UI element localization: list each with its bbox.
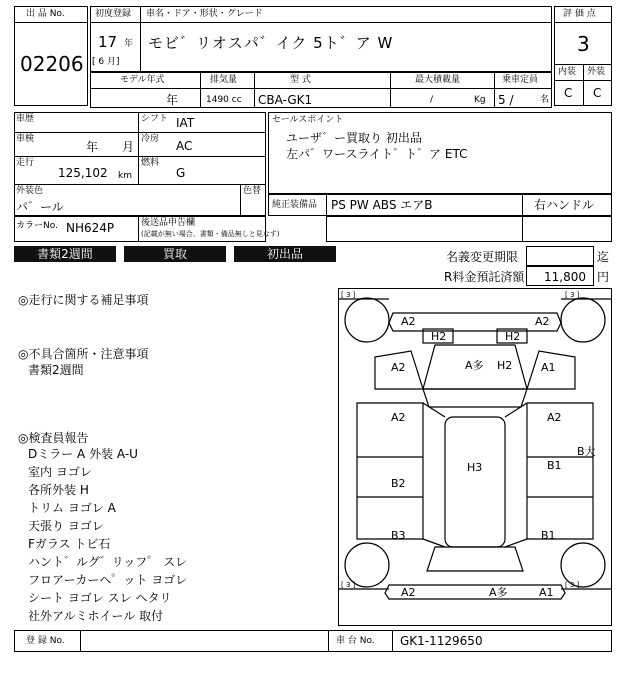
mark-right-rear-fender: B1: [541, 529, 556, 542]
badge-documents: 書類2週間: [14, 246, 116, 262]
first-reg-year: 17: [98, 33, 118, 51]
steering-value: 右ハンドル: [534, 198, 595, 212]
fuel-label: 燃料: [141, 158, 160, 168]
sales-points-label: セールスポイント: [272, 115, 344, 125]
interior-label: 内装: [558, 67, 577, 77]
color-no-value: NH624P: [66, 221, 115, 235]
driving-notes-title: ◎走行に関する補足事項: [18, 293, 149, 307]
ext-color-value: パ゛ール: [16, 200, 64, 214]
model-year-label: モデル年式: [120, 75, 165, 85]
capacity-unit: 名: [540, 95, 550, 105]
mark-headlight-left: H2: [431, 330, 447, 343]
mark-right-front-fender: A1: [541, 361, 556, 374]
mark-rear-bumper-center: A多: [489, 586, 508, 599]
type-label: 型 式: [290, 75, 311, 85]
aircon-label: 冷房: [141, 134, 160, 144]
shift-label: シフト: [141, 114, 169, 124]
model-year-value: 年: [166, 93, 179, 107]
mark-left-front-fender: A2: [391, 361, 406, 374]
mark-front-bumper-left: A2: [401, 315, 416, 328]
displacement-value: 1490 cc: [206, 95, 242, 105]
capacity-value: 5 /: [498, 93, 514, 107]
interior-grade: C: [564, 86, 573, 100]
defects-line: 書類2週間: [28, 363, 84, 377]
mark-left-rear-fender: B3: [391, 529, 406, 542]
lot-number-label: 出 品 No.: [26, 9, 65, 19]
sales-point-line-2: 左パ゛ワースライト゛ト゛ア ETC: [286, 147, 468, 161]
chassis-label: 車 台 No.: [336, 636, 375, 646]
model-label: 車名・ドア・形状・グレード: [146, 9, 263, 19]
inspector-line: 各所外装 H: [28, 483, 89, 497]
exterior-label: 外装: [587, 67, 606, 77]
wheel-front-right: [561, 298, 605, 342]
name-change-label: 名義変更期限: [446, 250, 519, 264]
damage-diagram-frame: [338, 288, 612, 626]
model-name: モビ゛リオスパ゛イク 5ト゛ア W: [148, 34, 394, 52]
inspector-line: ハント゛ルグ゛リッフ゜ スレ: [28, 555, 188, 569]
equipment-label: 純正装備品: [272, 200, 318, 210]
mark-left-front-door: A2: [391, 411, 406, 424]
mark-rear-bumper-right: A1: [539, 586, 554, 599]
mark-right-rear-extra: B大: [577, 445, 596, 458]
badge-buyout: 買取: [124, 246, 226, 262]
aircon-value: AC: [176, 139, 193, 153]
inspector-line: フロアーカーヘ゜ット ヨゴレ: [28, 573, 188, 587]
grade-label: 評 価 点: [563, 9, 596, 19]
inspector-line: Dミラー A 外装 A-U: [28, 447, 138, 461]
delivery-note: (記載が無い場合、書類・備品無しと見なす): [141, 230, 280, 238]
first-reg-label: 初度登録: [95, 9, 132, 19]
badge-first-listing: 初出品: [234, 246, 336, 262]
recolor-label: 色替: [243, 186, 262, 196]
mark-left-rear-door: B2: [391, 477, 406, 490]
displacement-label: 排気量: [210, 75, 238, 85]
corner-label-bottom-right: [ 3 ]: [565, 581, 580, 589]
sales-point-line-1: ユーザ゛ー買取り 初出品: [286, 131, 422, 145]
max-load-unit: Kg: [474, 95, 486, 105]
inspection-label: 車検: [16, 134, 35, 144]
mark-right-front-door: A2: [547, 411, 562, 424]
first-reg-month: [ 6 月]: [92, 57, 120, 67]
mark-right-rear-door: B1: [547, 459, 562, 472]
mark-hood-h: H2: [497, 359, 513, 372]
reg-no-label: 登 録 No.: [26, 636, 65, 646]
inspector-title: ◎検査員報告: [18, 431, 89, 445]
defects-title: ◎不具合箇所・注意事項: [18, 347, 149, 361]
inspector-line: 天張り ヨゴレ: [28, 519, 104, 533]
ext-color-label: 外装色: [16, 186, 44, 196]
max-load-slash: /: [430, 95, 434, 105]
name-change-box: [526, 246, 594, 266]
capacity-label: 乗車定員: [502, 75, 539, 85]
mark-headlight-right: H2: [505, 330, 521, 343]
mark-hood-a: A多: [465, 359, 484, 372]
inspector-line: シート ヨゴレ スレ ヘタリ: [28, 591, 172, 605]
shift-value: IAT: [176, 116, 195, 130]
max-load-label: 最大積載量: [415, 75, 461, 85]
inspector-line: 社外アルミホイール 取付: [28, 609, 164, 623]
fuel-value: G: [176, 166, 186, 180]
mark-roof: H3: [467, 461, 483, 474]
chassis-value: GK1-1129650: [400, 634, 483, 648]
mileage-value: 125,102: [58, 166, 108, 180]
name-change-unit: 迄: [597, 250, 610, 264]
lot-number: 02206: [20, 52, 84, 76]
corner-label-bottom-left: [ 3 ]: [341, 581, 356, 589]
color-no-label: カラーNo.: [16, 221, 58, 231]
exterior-grade: C: [593, 86, 602, 100]
mark-rear-bumper-left: A2: [401, 586, 416, 599]
first-reg-year-unit: 年: [124, 39, 134, 49]
grade-value: 3: [577, 32, 590, 56]
wheel-front-left: [345, 298, 389, 342]
inspector-line: 室内 ヨゴレ: [28, 465, 92, 479]
recycle-value: 11,800: [544, 270, 586, 284]
corner-label-top-right: [ 3 ]: [565, 291, 580, 299]
equipment-value: PS PW ABS エアB: [331, 198, 433, 212]
inspector-line: Fガラス トビ石: [28, 537, 111, 551]
history-label: 車歴: [16, 114, 35, 124]
type-value: CBA-GK1: [258, 93, 313, 107]
mark-front-bumper-right: A2: [535, 315, 550, 328]
corner-label-top-left: [ 3 ]: [341, 291, 356, 299]
mileage-label: 走行: [16, 158, 35, 168]
inspector-line: トリム ヨゴレ A: [28, 501, 116, 515]
equipment-extra-box: [326, 216, 612, 242]
mileage-unit: km: [118, 171, 132, 181]
recycle-label: R料金預託済額: [444, 270, 525, 284]
recycle-unit: 円: [597, 270, 610, 284]
inspection-month: 月: [122, 140, 135, 154]
car-diagram: [339, 289, 611, 625]
footer-box: [14, 630, 612, 652]
delivery-label: 後送品申告欄: [141, 218, 196, 228]
inspection-year: 年: [86, 140, 99, 154]
